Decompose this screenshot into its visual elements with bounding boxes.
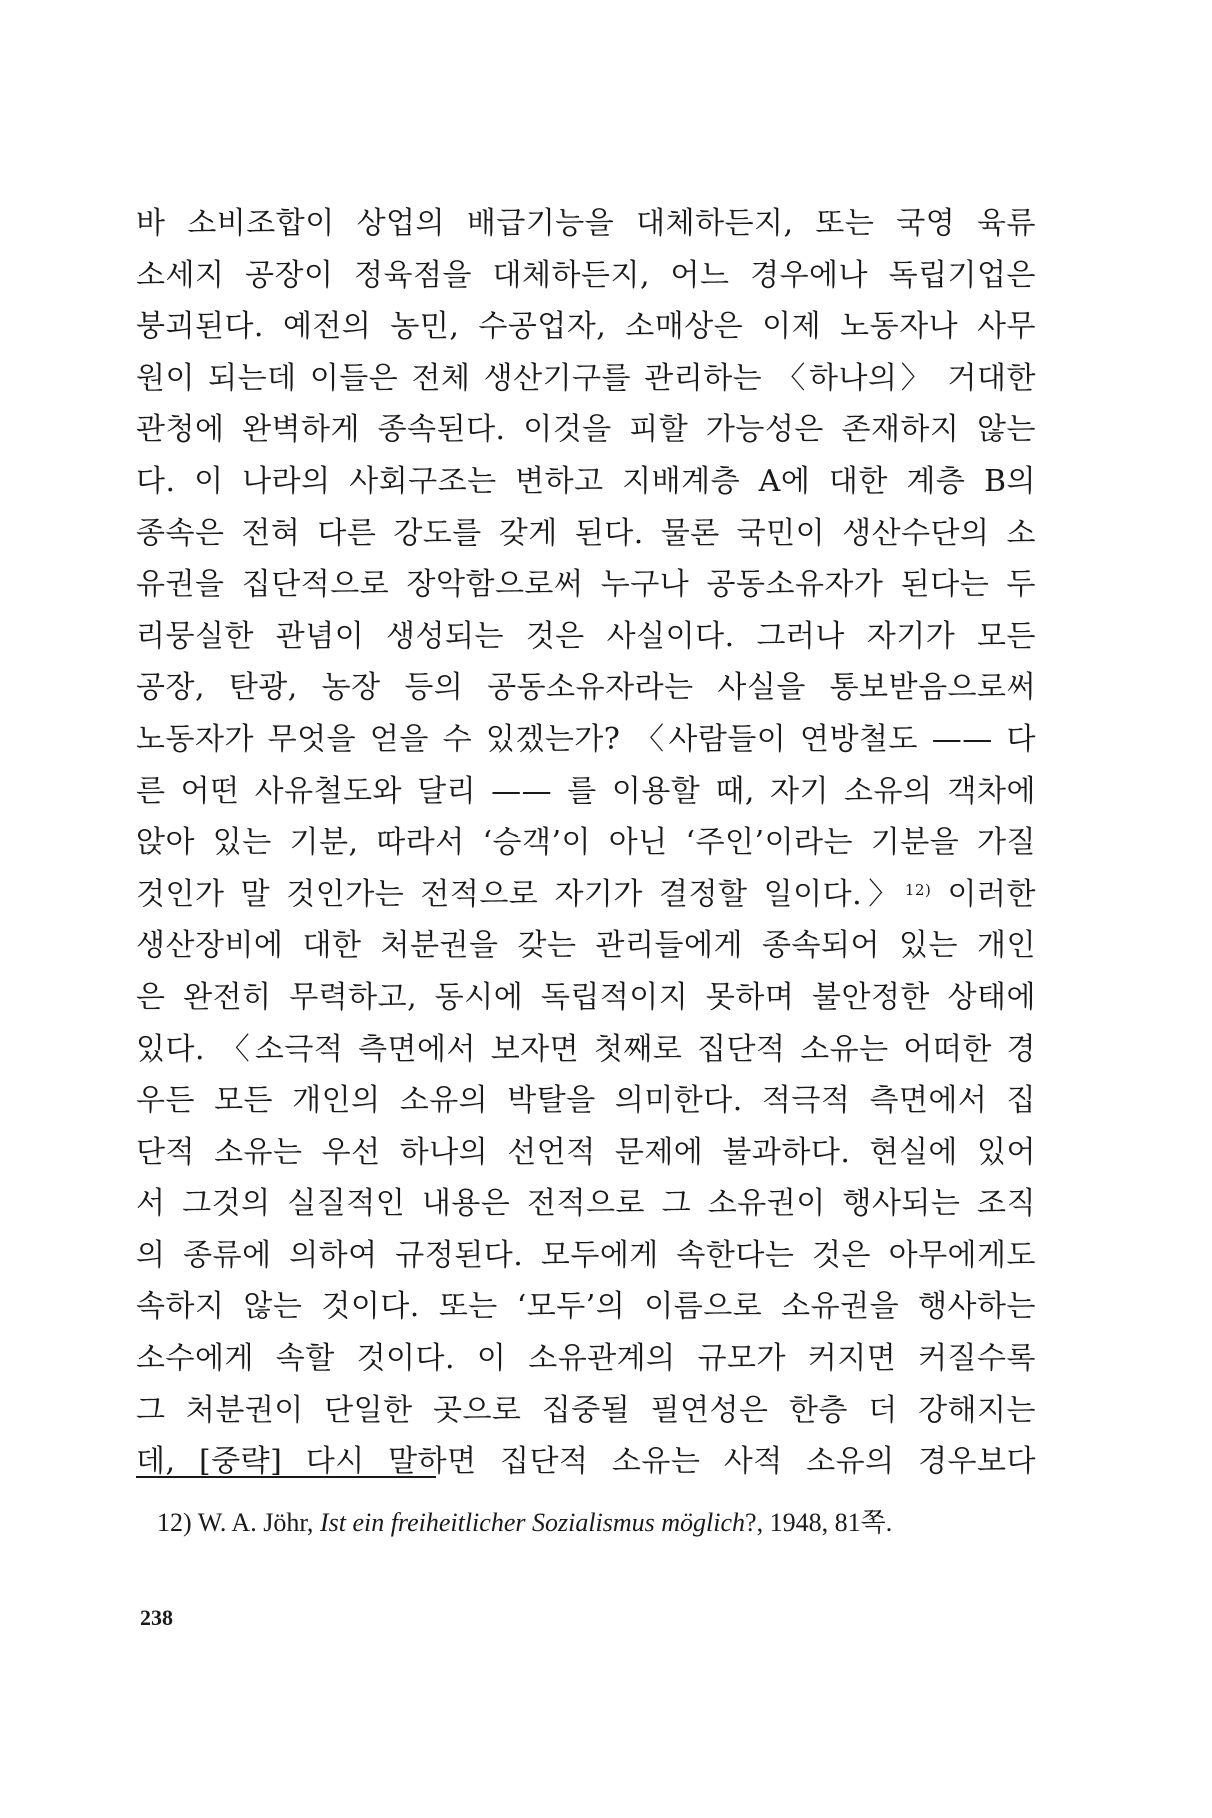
footnote-reference[interactable]: 12) <box>904 880 932 899</box>
text-line: 붕괴된다. 예전의 농민, 수공업자, 소매상은 이제 노동자나 사무 <box>136 309 1036 345</box>
text-line: 원이 되는데 이들은 전체 생산기구를 관리하는 〈하나의〉 거대한 <box>136 360 1036 396</box>
text-line: 데, [중략] 다시 말하면 집단적 소유는 사적 소유의 경우보다 <box>136 1444 1036 1480</box>
text-line: 바 소비조합이 상업의 배급기능을 대체하든지, 또는 국영 육류 <box>136 206 1036 241</box>
text-line: 속하지 않는 것이다. 또는 ‘모두’의 이름으로 소유권을 행사하는 <box>136 1289 1036 1325</box>
text-line-with-footnote-ref <box>136 869 1036 921</box>
text-line: 관청에 완벽하게 종속된다. 이것을 피할 가능성은 존재하지 않는 <box>136 412 1036 448</box>
text-line: 은 완전히 무력하고, 동시에 독립적이지 못하며 불안정한 상태에 <box>136 979 1036 1015</box>
text-line: 그 처분권이 단일한 곳으로 집중될 필연성은 한층 더 강해지는 <box>136 1392 1036 1428</box>
text-line: 우든 모든 개인의 소유의 박탈을 의미한다. 적극적 측면에서 집 <box>136 1083 1036 1119</box>
text-line: 다. 이 나라의 사회구조는 변하고 지배계층 A에 대한 계층 B의 <box>136 463 1036 499</box>
text-line: 유권을 집단적으로 장악함으로써 누구나 공동소유자가 된다는 두 <box>136 567 1036 603</box>
text-line: 앉아 있는 기분, 따라서 ‘승객’이 아닌 ‘주인’이라는 기분을 가질 <box>136 825 1036 861</box>
text-line: 있다. 〈소극적 측면에서 보자면 첫째로 집단적 소유는 어떠한 경 <box>136 1031 1036 1067</box>
footnote-suffix: ?, 1948, 81쪽. <box>745 1508 893 1537</box>
text-line: 노동자가 무엇을 얻을 수 있겠는가? 〈사람들이 연방철도 —— 다 <box>136 721 1036 757</box>
footnote-number: 12) <box>157 1508 192 1537</box>
text-line: 의 종류에 의하여 규정된다. 모두에게 속한다는 것은 아무에게도 <box>136 1237 1036 1273</box>
page-number: 238 <box>140 1605 173 1630</box>
text-line: 종속은 전혀 다른 강도를 갖게 된다. 물론 국민이 생산수단의 소 <box>136 515 1036 551</box>
text-line: 소세지 공장이 정육점을 대체하든지, 어느 경우에나 독립기업은 <box>136 257 1036 293</box>
body-text <box>136 198 1036 1488</box>
footnote-divider <box>136 1476 436 1478</box>
text-line: 른 어떤 사유철도와 달리 —— 를 이용할 때, 자기 소유의 객차에 <box>136 773 1036 809</box>
text-line: 서 그것의 실질적인 내용은 전적으로 그 소유권이 행사되는 조직 <box>136 1186 1036 1222</box>
text-segment: 이러한 <box>931 876 1036 912</box>
footnote-author: W. A. Jöhr, <box>197 1508 314 1537</box>
text-segment: 것인가 말 것인가는 전적으로 자기가 결정할 일이다.〉 <box>136 876 905 912</box>
text-line: 리뭉실한 관념이 생성되는 것은 사실이다. 그러나 자기가 모든 <box>136 618 1036 654</box>
footnote-title: Ist ein freiheitlicher Sozialismus möglich <box>319 1508 746 1537</box>
text-line: 공장, 탄광, 농장 등의 공동소유자라는 사실을 통보받음으로써 <box>136 670 1036 706</box>
text-line: 단적 소유는 우선 하나의 선언적 문제에 불과하다. 현실에 있어 <box>136 1134 1036 1170</box>
text-line: 생산장비에 대한 처분권을 갖는 관리들에게 종속되어 있는 개인 <box>136 928 1036 964</box>
footnote <box>157 1507 892 1538</box>
text-line: 소수에게 속할 것이다. 이 소유관계의 규모가 커지면 커질수록 <box>136 1341 1036 1377</box>
